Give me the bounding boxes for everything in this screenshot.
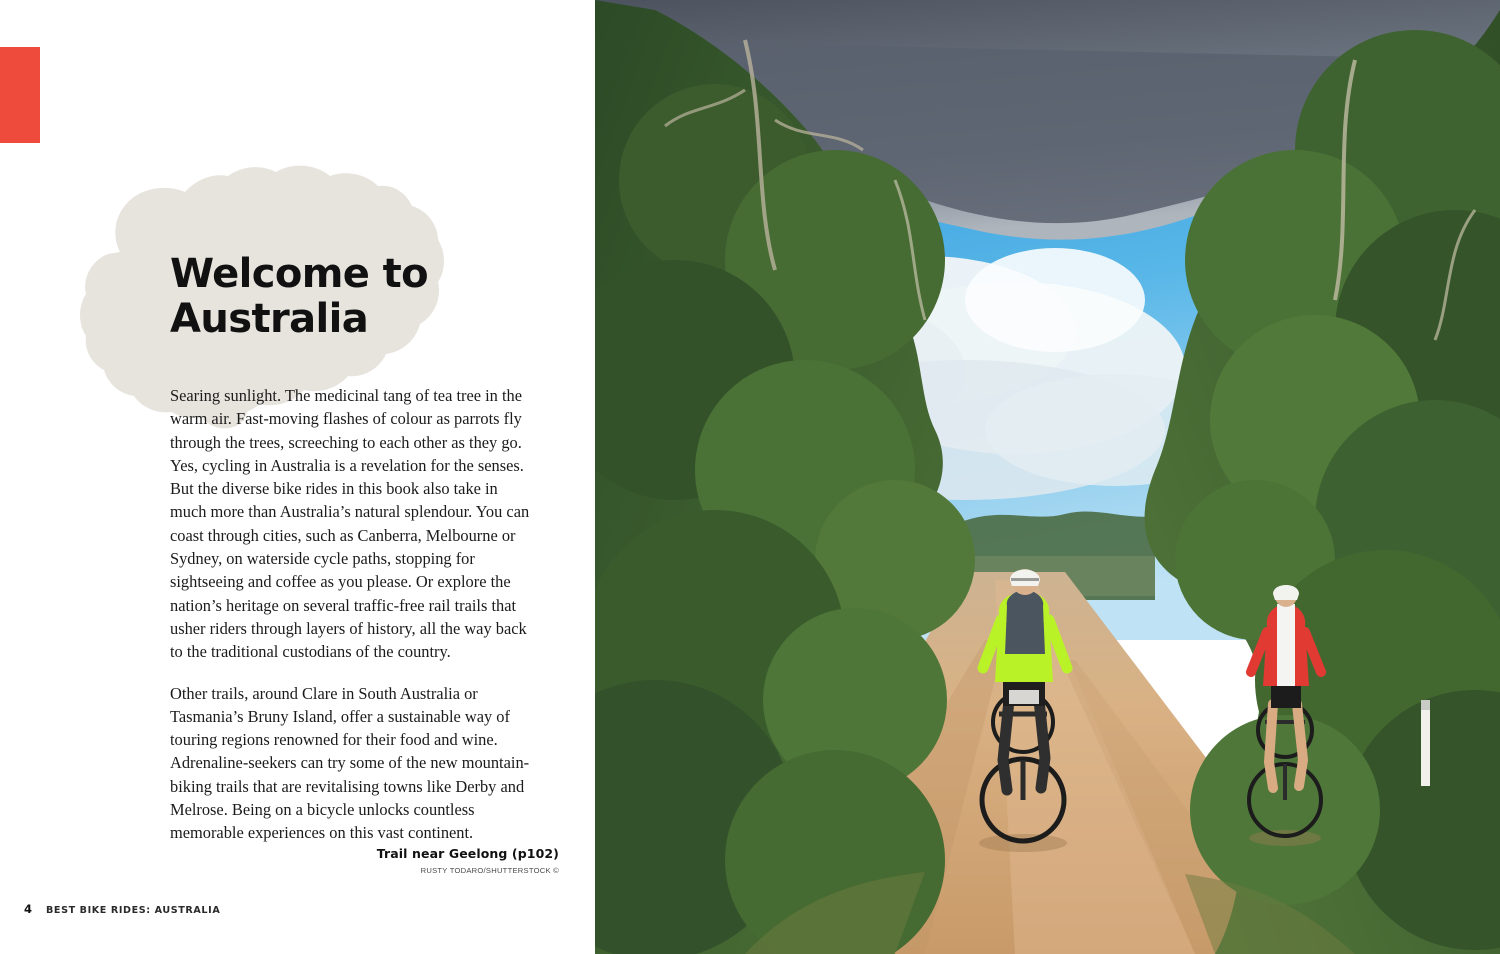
caption-title: Trail near Geelong (p102): [376, 846, 559, 861]
page-footer: [24, 902, 220, 916]
body-paragraph-2: Other trails, around Clare in South Australia or Tasmania’s Bruny Island, offer a sustainable way of touring regions renowned for their food and wine. Adrenaline-seekers can try some of the new mountain-biking trails that are revitalising towns like Derby and Melrose. Being on a bicycle unlocks countless memorable experiences on this vast continent.: [170, 683, 530, 843]
page-title-line-1: Welcome to: [170, 251, 429, 297]
photo-caption: [159, 846, 559, 875]
page-title: [170, 252, 550, 342]
running-head: BEST BIKE RIDES: AUSTRALIA: [46, 905, 221, 916]
body-text: [170, 384, 535, 845]
caption-credit: RUSTY TODARO/SHUTTERSTOCK ©: [420, 866, 559, 875]
page-number: 4: [24, 902, 33, 916]
photo-cyclists-dirt-road: [595, 0, 1500, 954]
accent-corner-tab: [0, 47, 40, 143]
left-page: [0, 0, 595, 954]
page-title-line-2: Australia: [170, 295, 369, 342]
body-paragraph-1: Searing sunlight. The medicinal tang of tea tree in the warm air. Fast-moving flashes of colour as parrots fly through the trees, screeching to each other as they go. Yes, cycling in Australia is a revelation for the senses. But the diverse bike rides in this book also take in much more than Australia’s natural splendour. You can coast through cities, such as Canberra, Melbourne or Sydney, on waterside cycle paths, stopping for sightseeing and coffee as you please. Or explore the nation’s heritage on several traffic-free rail trails that usher riders through layers of history, all the way back to the traditional custodians of the country.: [170, 386, 530, 662]
